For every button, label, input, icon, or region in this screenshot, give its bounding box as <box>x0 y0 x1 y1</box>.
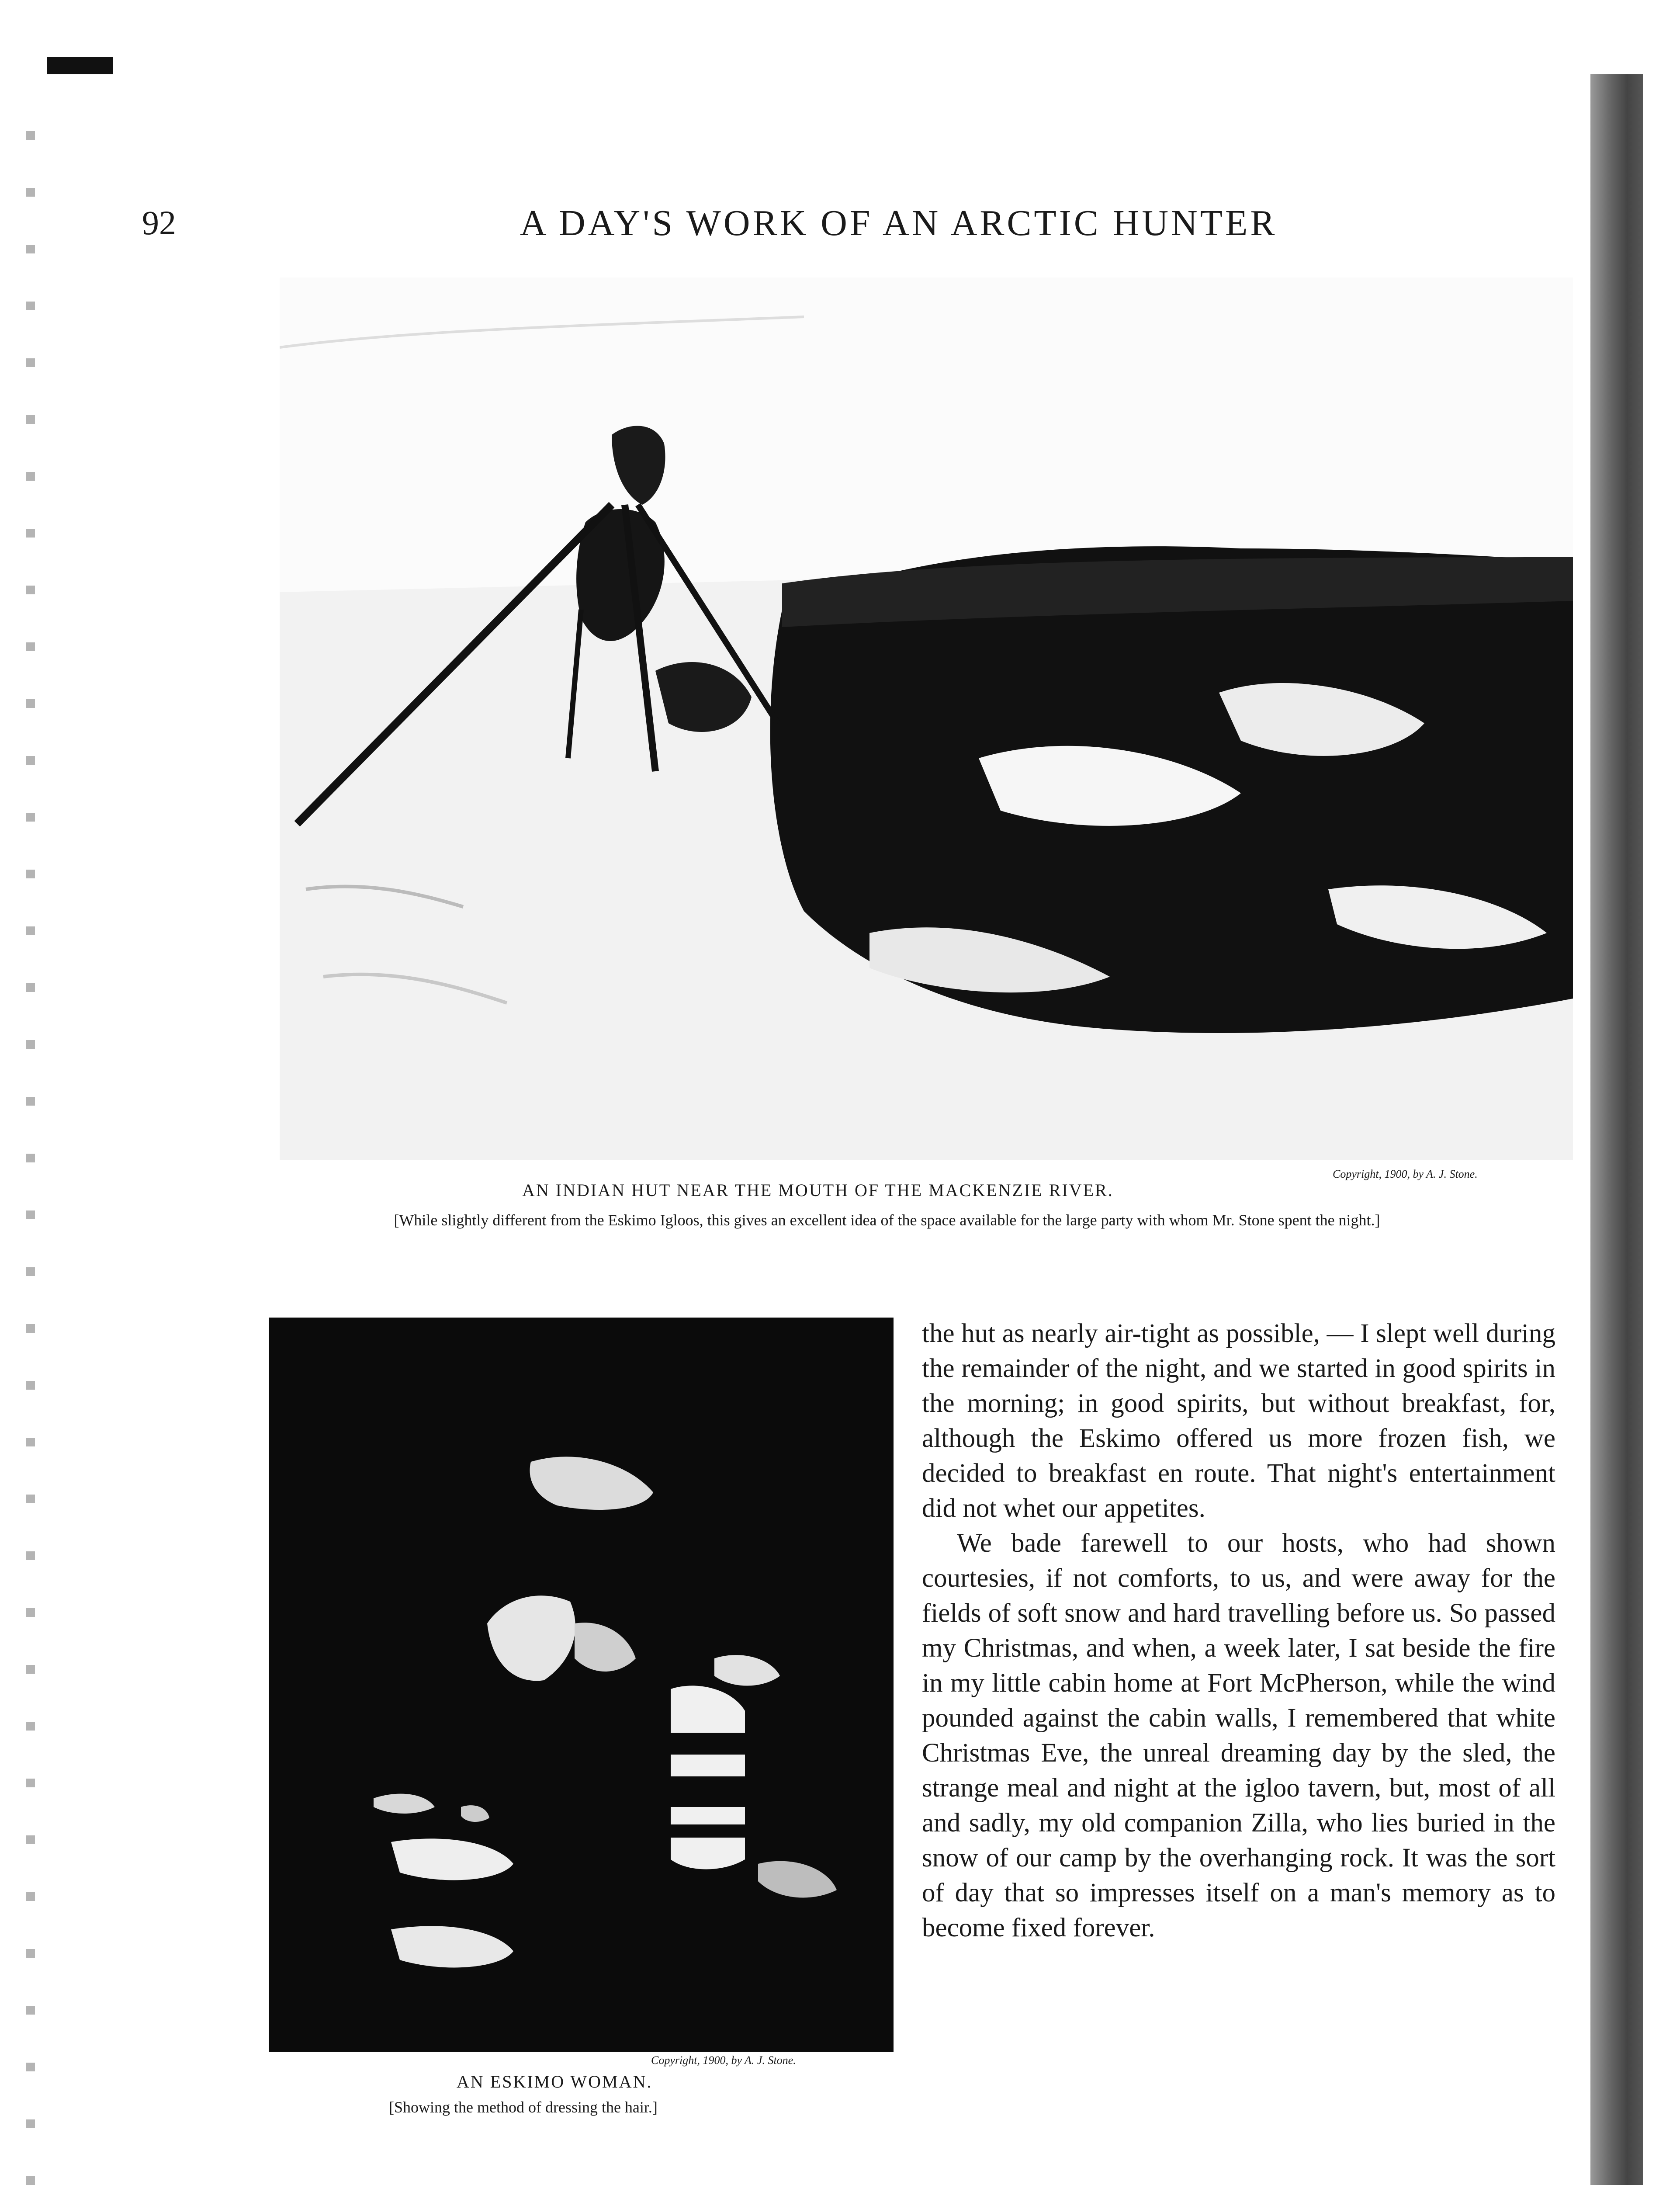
photo-indian-hut-drawing <box>280 277 1573 1160</box>
running-title: A DAY'S WORK OF AN ARCTIC HUNTER <box>520 203 1278 243</box>
scan-left-edge-marks <box>26 131 35 2185</box>
article-paragraph: We bade farewell to our hosts, who had shown courtesies, if not comforts, to us, and were away for the fields of soft snow and hard travelling before us. So passed my Christmas, and when, a week later, I sat beside the fire in my little cabin home at Fort McPherson, while the wind pounded against the cabin walls, I remembered that white Christmas Eve, the unreal dreaming day by the sled, the strange meal and night at the igloo tavern, but, most of all and sadly, my old companion Zilla, who lies buried in the snow of our camp by the overhanging rock. It was the sort of day that so impresses itself on a man's memory as to become fixed forever. <box>922 1529 1555 1942</box>
photo-hut-credit: Copyright, 1900, by A. J. Stone. <box>1333 1168 1478 1180</box>
article-body <box>922 1316 1555 1946</box>
article-paragraph: the hut as nearly air-tight as possible, — I slept well during the remainder of the night, and we started in good spirits in the morning; in good spirits, but without breakfast, for, although the Eskimo offered us more frozen fish, we decided to breakfast en route. That night's entertainment did not whet our appetites. <box>922 1319 1555 1523</box>
scan-corner-mark <box>47 57 113 74</box>
photo-woman-caption-note: [Showing the method of dressing the hair.] <box>389 2098 658 2116</box>
scan-right-edge-shadow <box>1590 74 1643 2185</box>
photo-eskimo-woman-drawing <box>269 1318 894 2052</box>
photo-woman-caption-title: AN ESKIMO WOMAN. <box>457 2072 653 2091</box>
photo-indian-hut <box>280 277 1573 1160</box>
photo-woman-credit: Copyright, 1900, by A. J. Stone. <box>651 2054 796 2067</box>
page-number: 92 <box>142 204 176 242</box>
photo-eskimo-woman <box>269 1318 894 2052</box>
photo-hut-caption-note: [While slightly different from the Eskimo Igloos, this gives an excellent idea of the space available for the large party with whom Mr. Stone spent the night.] <box>394 1211 1380 1229</box>
photo-hut-caption-title: AN INDIAN HUT NEAR THE MOUTH OF THE MACKENZIE RIVER. <box>522 1180 1114 1200</box>
